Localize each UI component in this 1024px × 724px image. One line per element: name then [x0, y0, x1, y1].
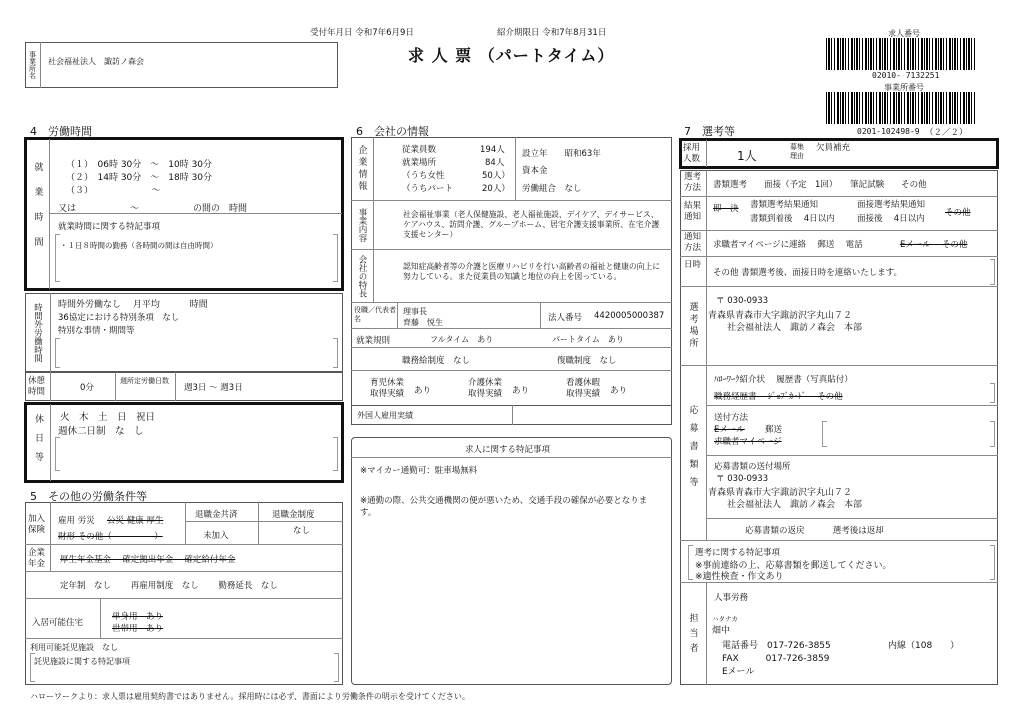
retire-value: なし — [293, 526, 311, 536]
footer-note: ハローワークより：求人票は雇用契約書ではありません。採用時には必ず、書面により労働条件の明示を受けてください。 — [30, 692, 470, 701]
insurance-label: 加入保険 — [28, 514, 46, 535]
workplace-value: 84人 — [485, 158, 505, 168]
working-hours-label: 就業時間 — [32, 162, 43, 262]
housing-family: 世帯用 あり — [112, 624, 164, 634]
contact-kana: ハタナカ — [712, 615, 738, 623]
hire-count: 1人 — [737, 149, 757, 163]
retire-label: 退職金制度 — [272, 510, 315, 520]
overtime-special: 特別な事情・期間等 — [58, 326, 135, 336]
weekly-holiday: 週休二日制 な し — [58, 426, 144, 437]
housing-single: 単身用 あり — [112, 612, 164, 622]
dest-zip: 〒 030-0933 — [716, 474, 769, 484]
female-label: （うち女性 — [402, 171, 445, 181]
docs-label: 応募書類等 — [687, 405, 698, 495]
send-email: Eメール — [714, 425, 745, 435]
workdays-label: 週所定労働日数 — [120, 377, 169, 385]
sick-leave-value: あり — [610, 386, 628, 396]
section-7-title: 7 選考等 — [684, 125, 735, 138]
job-special-2: ※通勤の際、公共交通機関の便が悪いため、交通手段の確保が必要となります。 — [360, 496, 648, 518]
office-number: 0201-102498-9 — [857, 127, 920, 136]
job-number: 02010- 7132251 — [872, 71, 940, 80]
office-number-barcode — [826, 92, 976, 124]
selection-special-title: 選考に関する特記事項 — [695, 548, 781, 558]
section-4-title: 4 労働時間 — [30, 125, 92, 138]
founded-year: 設立年 昭和63年 — [522, 149, 601, 159]
section-6-title: 6 会社の情報 — [356, 125, 429, 138]
hours-special-text: ・１日８時間の勤務（各時間の間は自由時間） — [60, 241, 218, 250]
dest-label: 応募書類の送付場所 — [714, 462, 791, 472]
dest-org: 社会福祉法人 諏訪ノ森会 本部 — [727, 500, 863, 510]
shift-1: （１） 06時 30分 ～ 10時 30分 — [66, 160, 213, 170]
nursing-leave-label: 介護休業取得実績 — [468, 378, 503, 399]
method-label: 選考方法 — [684, 172, 702, 193]
workplace-label: 就業場所 — [402, 158, 437, 168]
hire-count-label: 採用人数 — [683, 143, 701, 164]
date-value: その他 書類選考後、面接日時を連絡いたします。 — [713, 268, 903, 278]
office-number-label: 事業所番号 — [884, 83, 924, 92]
or-line: 又は ～ の間の 時間 — [58, 204, 248, 214]
housing-label: 入居可能住宅 — [32, 618, 84, 628]
rules-fulltime: フルタイム あり — [430, 335, 494, 344]
female-value: 50人） — [482, 171, 510, 181]
pension-struck: 厚生年金基金 確定拠出年金 確定給付年金 — [60, 555, 236, 565]
rules-label: 就業規則 — [356, 336, 391, 346]
place-label: 選考場所 — [687, 302, 698, 350]
childcare-note: 託児施設に関する特記事項 — [34, 657, 130, 666]
company-features: 認知症高齢者等の介護と医療リハビリを行い高齢者の福祉と健康の向上に努力している。また従業員の知識と地位の向上を図っている。 — [403, 262, 661, 281]
foreign-employment: 外国人雇用実績 — [357, 411, 413, 420]
capital: 資本金 — [522, 166, 548, 176]
pension-label: 企業年金 — [28, 548, 46, 569]
childcare-facility: 利用可能託児施設 なし — [30, 643, 118, 652]
selection-special-2: ※適性検査・作文あり — [695, 572, 784, 582]
overtime-label: 時間外労働時間 — [32, 302, 43, 363]
place-org: 社会福祉法人 諏訪ノ森会 本部 — [727, 323, 863, 333]
send-label: 送付方法 — [714, 413, 749, 423]
holidays-value: 火 木 土 日 祝日 — [60, 412, 156, 423]
features-label: 会社の特長 — [357, 254, 367, 298]
page-title: 求 人 票 （パートタイム） — [408, 46, 615, 65]
contact-department: 人事労務 — [714, 593, 749, 603]
retirement-system: 定年制 なし 再雇用制度 なし 勤務延長 なし — [60, 581, 278, 591]
employees-value: 194人 — [480, 145, 505, 155]
parttime-value: 20人） — [482, 184, 510, 194]
break-value: 0分 — [80, 383, 94, 393]
docs-required: ﾊﾛｰﾜｰｸ紹介状 履歴書（写真貼付） — [714, 375, 853, 385]
representative-name: 齊藤 悦生 — [403, 318, 443, 327]
mutual-label: 退職金共済 — [195, 510, 238, 520]
contact-email: Eメール — [722, 667, 755, 677]
workdays-value: 週3日 ～ 週3日 — [184, 383, 243, 393]
labor-union: 労働組合 なし — [522, 184, 582, 194]
contact-person: 畑中 — [712, 626, 731, 636]
job-special-1: ※マイカー通勤可：駐車場無料 — [360, 466, 478, 476]
insurance-struck-2: 財形 その他（ ） — [58, 532, 163, 542]
corporate-number: 4420005000387 — [594, 311, 665, 321]
notice-struck: Eメール その他 — [900, 240, 968, 250]
rules-parttime: パートタイム あり — [552, 335, 624, 344]
job-number-label: 求人番号 — [888, 29, 920, 38]
office-label: 事業所名 — [28, 51, 37, 79]
sick-leave-label: 看護休暇取得実績 — [566, 378, 601, 399]
corporate-number-label: 法人番号 — [548, 313, 583, 323]
contact-extension: 内線（108 ） — [888, 641, 960, 651]
employees-label: 従業員数 — [402, 145, 437, 155]
result-interview-notice: 面接選考結果通知 — [857, 200, 926, 210]
grade-system: 職務給制度 なし — [402, 356, 471, 366]
shift-3: （３） ～ — [66, 186, 161, 196]
send-post: 郵送 — [765, 425, 783, 435]
reason-value: 欠員補充 — [816, 143, 851, 153]
notice-method: 求職者マイページに連絡 郵送 電話 — [713, 240, 863, 250]
return-docs: 応募書類の返戻 選考後は返却 — [745, 526, 884, 536]
insurance-struck-1: 公災 健康 厚生 — [107, 516, 164, 526]
place-zip: 〒 030-0933 — [716, 296, 769, 306]
representative-title: 理事長 — [403, 307, 427, 316]
job-special-title: 求人に関する特記事項 — [465, 445, 551, 455]
place-address: 青森県青森市大字諏訪沢字丸山７２ — [708, 311, 853, 321]
hours-special-label: 就業時間に関する特記事項 — [58, 222, 161, 232]
notice-label: 通知方法 — [684, 232, 702, 253]
job-number-barcode — [826, 38, 976, 70]
nursing-leave-value: あり — [512, 386, 530, 396]
company-info-label: 企業情報 — [356, 145, 367, 193]
mutual-value: 未加入 — [203, 531, 229, 541]
childcare-leave-label: 育児休業取得実績 — [370, 378, 405, 399]
referral-deadline: 紹介期限日 令和7年8月31日 — [497, 28, 607, 38]
overtime-agreement: 36協定における特別条項 なし — [58, 313, 180, 323]
dest-address: 青森県青森市大字諏訪沢字丸山７２ — [708, 488, 853, 498]
reason-label: 募集理由 — [790, 143, 804, 160]
business-label: 事業内容 — [357, 208, 367, 242]
shift-2: （２） 14時 30分 ～ 18時 30分 — [66, 173, 213, 183]
contact-phone: 電話番号 017-726-3855 — [722, 641, 831, 651]
result-other: その他 — [945, 208, 971, 218]
contact-label: 担当者 — [687, 612, 698, 658]
send-mypage: 求職者マイページ — [714, 437, 782, 447]
result-doc-notice: 書類選考結果通知 — [750, 200, 819, 210]
page-number: （２／２） — [925, 128, 968, 138]
parttime-label: （うちパート — [402, 184, 454, 194]
date-label: 日時 — [684, 260, 702, 270]
received-date: 受付年月日 令和7年6月9日 — [310, 28, 414, 38]
insurance-prefix: 雇用 労災 — [58, 516, 95, 526]
return-system: 復職制度 なし — [557, 356, 617, 366]
contact-fax: FAX 017-726-3859 — [722, 654, 830, 664]
representative-label: 役職／代表者名 — [354, 306, 396, 323]
selection-method: 書類選考 面接（予定 1回） 筆記試験 その他 — [713, 180, 927, 190]
section-5-title: 5 その他の労働条件等 — [30, 490, 147, 503]
holidays-label: 休日等 — [33, 413, 43, 471]
office-name: 社会福祉法人 諏訪ノ森会 — [48, 57, 144, 66]
result-doc-days: 書類到着後 4日以内 — [750, 214, 835, 224]
selection-special-1: ※事前連絡の上、応募書類を郵送してください。 — [695, 561, 892, 571]
result-interview-days: 面接後 4日以内 — [857, 214, 925, 224]
result-immediate: 即 決 — [713, 204, 739, 214]
docs-struck: 職務経歴書 ｼﾞｮﾌﾞｶｰﾄﾞ その他 — [714, 392, 843, 402]
business-content: 社会福祉事業（老人保健施設、老人福祉施設、デイケア、デイサービス、ケアハウス、訪問介護、グループホーム、居宅介護支援事業所、在宅介護支援センター） — [403, 210, 660, 239]
result-label: 結果通知 — [684, 201, 702, 222]
overtime-value: 時間外労働なし 月平均 時間 — [58, 300, 208, 310]
childcare-leave-value: あり — [414, 386, 432, 396]
break-label: 休憩時間 — [28, 376, 46, 397]
